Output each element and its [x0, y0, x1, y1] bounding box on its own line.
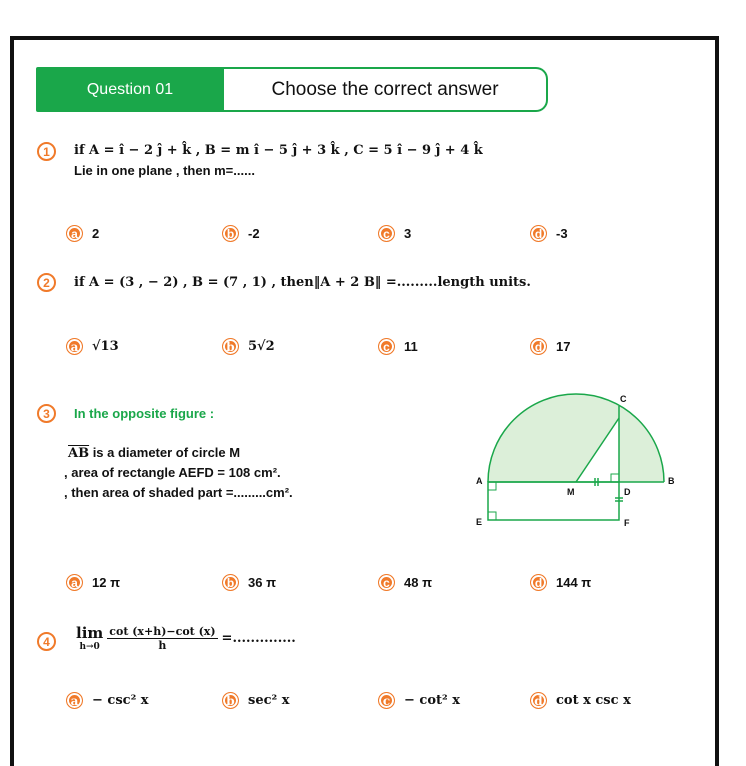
option-letter-d: d — [530, 225, 547, 242]
q1-option-b[interactable] — [222, 225, 260, 242]
right-angle-e — [488, 512, 496, 520]
option-letter-a: a — [66, 574, 83, 591]
label-d: D — [624, 487, 631, 497]
q1-option-d[interactable] — [530, 225, 568, 242]
option-letter-b: b — [222, 225, 239, 242]
option-text: 48 π — [404, 575, 433, 590]
rectangle-aefd — [488, 482, 619, 520]
option-text: − cot² x — [404, 693, 460, 708]
question-3-line-2: , area of rectangle AEFD = 108 cm². — [64, 465, 281, 480]
question-3-line-3: , then area of shaded part =.........cm². — [64, 485, 293, 500]
question-3-intro: In the opposite figure : — [74, 406, 215, 421]
right-angle-a — [488, 482, 496, 490]
label-b: B — [668, 476, 675, 486]
option-letter-d: d — [530, 574, 547, 591]
option-letter-b: b — [222, 692, 239, 709]
question-4-tail: =.............. — [221, 630, 296, 646]
q3-option-c[interactable] — [378, 574, 432, 591]
option-text: 12 π — [92, 575, 121, 590]
option-letter-a: a — [66, 692, 83, 709]
option-text: − csc² x — [92, 693, 149, 708]
option-letter-d: d — [530, 692, 547, 709]
question-number-tab: Question 01 — [36, 67, 224, 112]
shaded-region — [488, 394, 664, 482]
label-c: C — [620, 394, 627, 404]
option-text: 5√2 — [248, 339, 275, 354]
question-3-number: 3 — [37, 404, 56, 423]
figure-svg — [474, 388, 694, 538]
label-m: M — [567, 487, 575, 497]
question-4-number: 4 — [37, 632, 56, 651]
option-text: sec² x — [248, 693, 290, 708]
option-text: -3 — [556, 226, 568, 241]
q1-option-a[interactable] — [66, 225, 99, 242]
option-text: -2 — [248, 226, 260, 241]
option-text: 36 π — [248, 575, 277, 590]
q2-option-c[interactable] — [378, 338, 418, 355]
right-angle-d — [611, 474, 619, 482]
q3-option-d[interactable] — [530, 574, 591, 591]
option-text: √13 — [92, 339, 119, 354]
q4-option-d[interactable] — [530, 692, 631, 709]
option-text: 11 — [404, 339, 418, 354]
option-letter-c: c — [378, 338, 395, 355]
limit-subscript: h→0 — [79, 642, 100, 652]
option-letter-a: a — [66, 225, 83, 242]
option-text: 17 — [556, 339, 571, 354]
label-f: F — [624, 518, 630, 528]
question-2-statement: if A = (3 , − 2) , B = (7 , 1) , then‖A + 2 B‖ =.........length units. — [74, 275, 531, 290]
limit-word: lim — [76, 624, 104, 642]
q2-option-b[interactable] — [222, 338, 275, 355]
option-letter-a: a — [66, 338, 83, 355]
q2-option-d[interactable] — [530, 338, 570, 355]
question-1-statement: if A = î − 2 ĵ + k̂ , B = m î − 5 ĵ + 3 k̂ , C = 5 î − 9 ĵ + 4 k̂ — [74, 143, 483, 158]
question-3-line-1-rest: is a diameter of circle M — [89, 445, 241, 460]
option-letter-c: c — [378, 692, 395, 709]
q1-option-c[interactable] — [378, 225, 411, 242]
semicircle-figure — [474, 388, 694, 538]
question-2-number: 2 — [37, 273, 56, 292]
q3-option-a[interactable] — [66, 574, 120, 591]
instruction-title: Choose the correct answer — [224, 67, 548, 112]
option-text: 3 — [404, 226, 412, 241]
label-a: A — [476, 476, 483, 486]
question-3-line-1 — [68, 445, 240, 461]
segment-ab: $\overline{AB}$ — [68, 446, 90, 461]
label-e: E — [476, 517, 483, 527]
option-letter-b: b — [222, 338, 239, 355]
question-4-limit-expression — [76, 624, 296, 652]
q4-option-b[interactable] — [222, 692, 289, 709]
fraction-numerator: cot (x+h)−cot (x) — [109, 624, 216, 638]
question-1-number: 1 — [37, 142, 56, 161]
question-1-statement-2: Lie in one plane , then m=...... — [74, 163, 255, 178]
option-letter-c: c — [378, 574, 395, 591]
q3-option-b[interactable] — [222, 574, 276, 591]
option-text: cot x csc x — [556, 693, 631, 708]
option-text: 2 — [92, 226, 100, 241]
q4-option-a[interactable] — [66, 692, 149, 709]
fraction-denominator: h — [158, 638, 167, 652]
option-letter-d: d — [530, 338, 547, 355]
limit-fraction — [107, 625, 217, 652]
q2-option-a[interactable] — [66, 338, 119, 355]
option-letter-b: b — [222, 574, 239, 591]
q4-option-c[interactable] — [378, 692, 460, 709]
limit-operator — [76, 624, 103, 652]
option-letter-c: c — [378, 225, 395, 242]
question-header — [36, 67, 548, 112]
option-text: 144 π — [556, 575, 592, 590]
